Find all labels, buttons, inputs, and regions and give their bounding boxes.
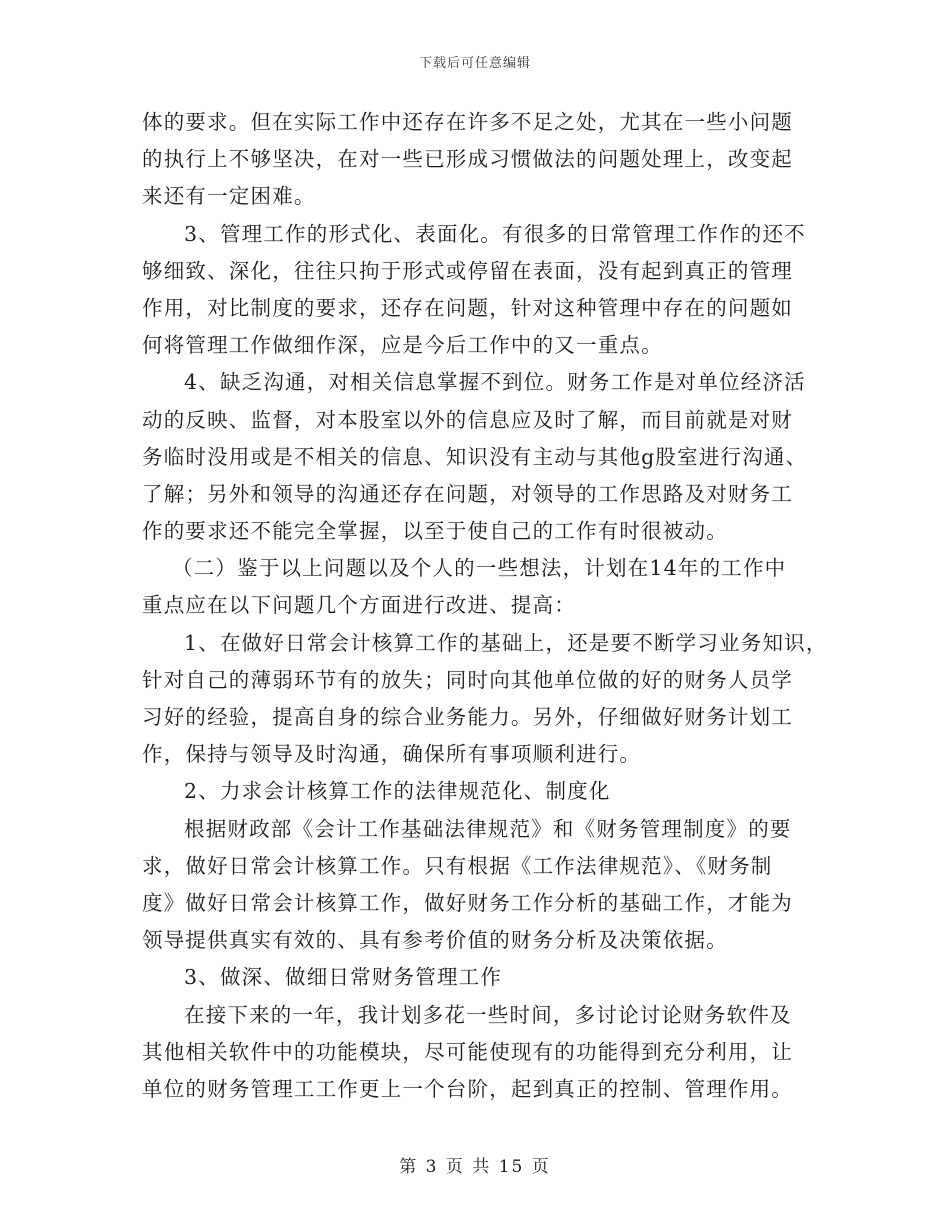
text-line: 何将管理工作做细作深，应是今后工作中的又一重点。 (142, 333, 663, 358)
text-line: 体的要求。但在实际工作中还存在许多不足之处，尤其在一些小问题 (142, 110, 793, 134)
text-line: 根据财政部《会计工作基础法律规范》和《财务管理制度》的要 (184, 816, 792, 841)
document-body (142, 104, 828, 1108)
text-line: 求，做好日常会计核算工作。只有根据《工作法律规范》、《财务制 (142, 853, 773, 878)
text-line: 2、力求会计核算工作的法律规范化、制度化 (184, 779, 611, 804)
text-line: 重点应在以下问题几个方面进行改进、提高： (142, 593, 576, 618)
text-line: 其他相关软件中的功能模块，尽可能使现有的功能得到充分利用，让 (142, 1039, 793, 1064)
text-line: 作，保持与领导及时沟通，确保所有事项顺利进行。 (142, 742, 642, 767)
text-line: 习好的经验，提高自身的综合业务能力。另外，仔细做好财务计划工 (142, 705, 793, 729)
text-line: 1、在做好日常会计核算工作的基础上，还是要不断学习业务知识， (184, 630, 828, 655)
text-line: 针对自己的薄弱环节有的放失；同时向其他单位做的好的财务人员学 (142, 667, 793, 692)
text-line: 度》做好日常会计核算工作，做好财务工作分析的基础工作，才能为 (142, 890, 793, 915)
text-line: 动的反映、监督，对本股室以外的信息应及时了解，而目前就是对财 (142, 407, 793, 432)
page-footer: 第 3 页 共 15 页 (399, 1157, 551, 1177)
text-line: 务临时没用或是不相关的信息、知识没有主动与其他g股室进行沟通、 (142, 444, 808, 469)
text-line: 在接下来的一年，我计划多花一些时间，多讨论讨论财务软件及 (184, 1002, 792, 1027)
text-line: 3、做深、做细日常财务管理工作 (184, 965, 503, 990)
text-line: 作用，对比制度的要求，还存在问题，针对这种管理中存在的问题如 (142, 295, 793, 320)
text-line: 来还有一定困难。 (142, 184, 316, 209)
text-line: 领导提供真实有效的、具有参考价值的财务分析及决策依据。 (142, 928, 728, 953)
text-line: 了解；另外和领导的沟通还存在问题，对领导的工作思路及对财务工 (142, 481, 793, 506)
text-line: 3、管理工作的形式化、表面化。有很多的日常管理工作作的还不 (184, 221, 806, 246)
text-line: 单位的财务管理工工作更上一个台阶，起到真正的控制、管理作用。 (142, 1076, 793, 1101)
page-header: 下载后可任意编辑 (418, 56, 531, 71)
text-line: 作的要求还不能完全掌握，以至于使自己的工作有时很被动。 (142, 519, 728, 544)
text-line: 够细致、深化，往往只拘于形式或停留在表面，没有起到真正的管理 (142, 258, 793, 283)
text-line: 的执行上不够坚决，在对一些已形成习惯做法的问题处理上，改变起 (142, 147, 793, 172)
text-line: 4、缺乏沟通，对相关信息掌握不到位。财务工作是对单位经济活 (184, 370, 806, 395)
text-line: （二）鉴于以上问题以及个人的一些想法，计划在14年的工作中 (172, 556, 787, 581)
